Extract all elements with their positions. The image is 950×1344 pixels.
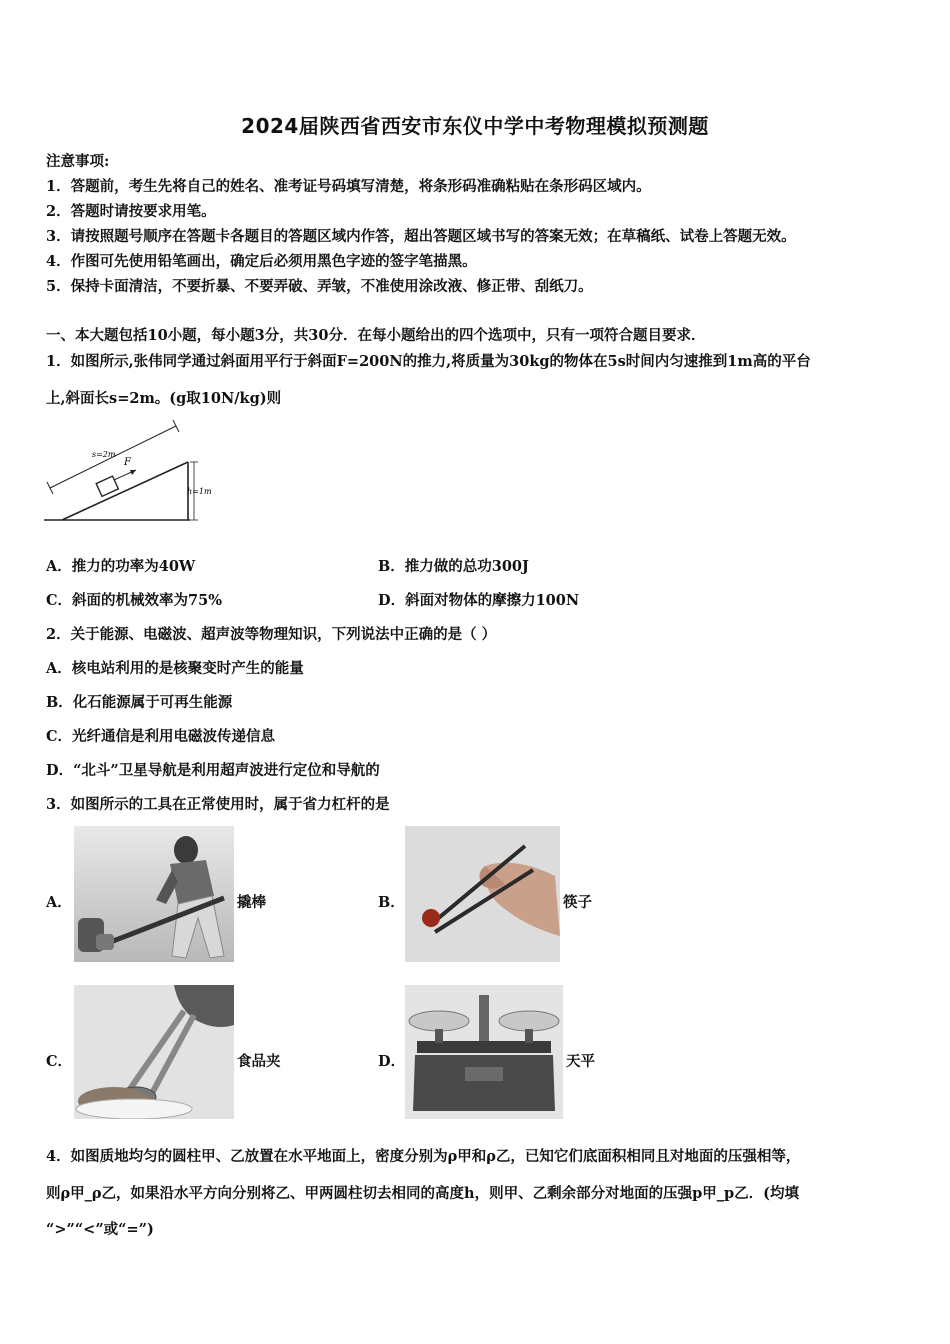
q1-option-a: A．推力的功率为40W [46, 558, 196, 575]
notice-item-4: 4．作图可先使用铅笔画出，确定后必须用黑色字迹的签字笔描黑。 [46, 253, 477, 270]
q2-option-d: D．“北斗”卫星导航是利用超声波进行定位和导航的 [46, 762, 380, 779]
q4-stem-line3: “>”“<”或“=”) [46, 1221, 154, 1238]
q3-option-d-name: 天平 [566, 1053, 595, 1070]
q2-stem: 2．关于能源、电磁波、超声波等物理知识，下列说法中正确的是（ ） [46, 626, 497, 643]
s-label: s=2m [92, 450, 116, 459]
q4-stem-line2: 则ρ甲_ρ乙，如果沿水平方向分别将乙、甲两圆柱切去相同的高度h，则甲、乙剩余部分对地面的压强p甲_p乙．(均填 [46, 1185, 799, 1202]
q4-stem-line1: 4．如图质地均匀的圆柱甲、乙放置在水平地面上，密度分别为ρ甲和ρ乙，已知它们底面积相同且对地面的压强相等， [46, 1148, 801, 1165]
notice-item-1: 1．答题前，考生先将自己的姓名、准考证号码填写清楚，将条形码准确粘贴在条形码区域内。 [46, 178, 651, 195]
q2-option-c: C．光纤通信是利用电磁波传递信息 [46, 728, 276, 745]
q2-option-b: B．化石能源属于可再生能源 [46, 694, 233, 711]
notice-item-2: 2．答题时请按要求用笔。 [46, 203, 216, 220]
q1-stem-line2: 上,斜面长s=2m。(g取10N/kg)则 [46, 390, 282, 407]
q3-option-a-name: 撬棒 [237, 894, 266, 911]
q3-option-c-name: 食品夹 [237, 1053, 281, 1070]
notice-heading: 注意事项: [46, 153, 110, 170]
notice-item-3: 3．请按照题号顺序在答题卡各题目的答题区域内作答，超出答题区域书写的答案无效；在草稿纸、试卷上答题无效。 [46, 228, 796, 245]
q3-option-d-letter: D． [378, 1053, 406, 1070]
q3-option-a-letter: A． [46, 894, 72, 911]
chopsticks-photo [405, 826, 560, 962]
q1-option-c: C．斜面的机械效率为75% [46, 592, 222, 609]
h-label: h=1m [187, 487, 212, 496]
page-title: 2024届陕西省西安市东仪中学中考物理模拟预测题 [241, 114, 709, 138]
food-tongs-photo [74, 985, 234, 1119]
q1-option-d: D．斜面对物体的摩擦力100N [378, 592, 580, 609]
balance-scale-photo [405, 985, 563, 1119]
section-heading: 一、本大题包括10小题，每小题3分，共30分．在每小题给出的四个选项中，只有一项符合题目要求． [46, 327, 706, 344]
q1-stem-line1: 1．如图所示,张伟同学通过斜面用平行于斜面F=200N的推力,将质量为30kg的物体在5s时间内匀速推到1m高的平台 [46, 353, 811, 370]
incline-diagram [44, 420, 234, 528]
q3-stem: 3．如图所示的工具在正常使用时，属于省力杠杆的是 [46, 796, 390, 813]
f-label: F [124, 457, 131, 468]
q2-option-a: A．核电站利用的是核聚变时产生的能量 [46, 660, 304, 677]
crowbar-photo [74, 826, 234, 962]
q1-option-b: B．推力做的总功300J [378, 558, 529, 575]
q3-option-c-letter: C． [46, 1053, 73, 1070]
q3-option-b-name: 筷子 [563, 894, 592, 911]
notice-item-5: 5．保持卡面清洁，不要折暴、不要弄破、弄皱，不准使用涂改液、修正带、刮纸刀。 [46, 278, 593, 295]
q3-option-b-letter: B． [378, 894, 405, 911]
